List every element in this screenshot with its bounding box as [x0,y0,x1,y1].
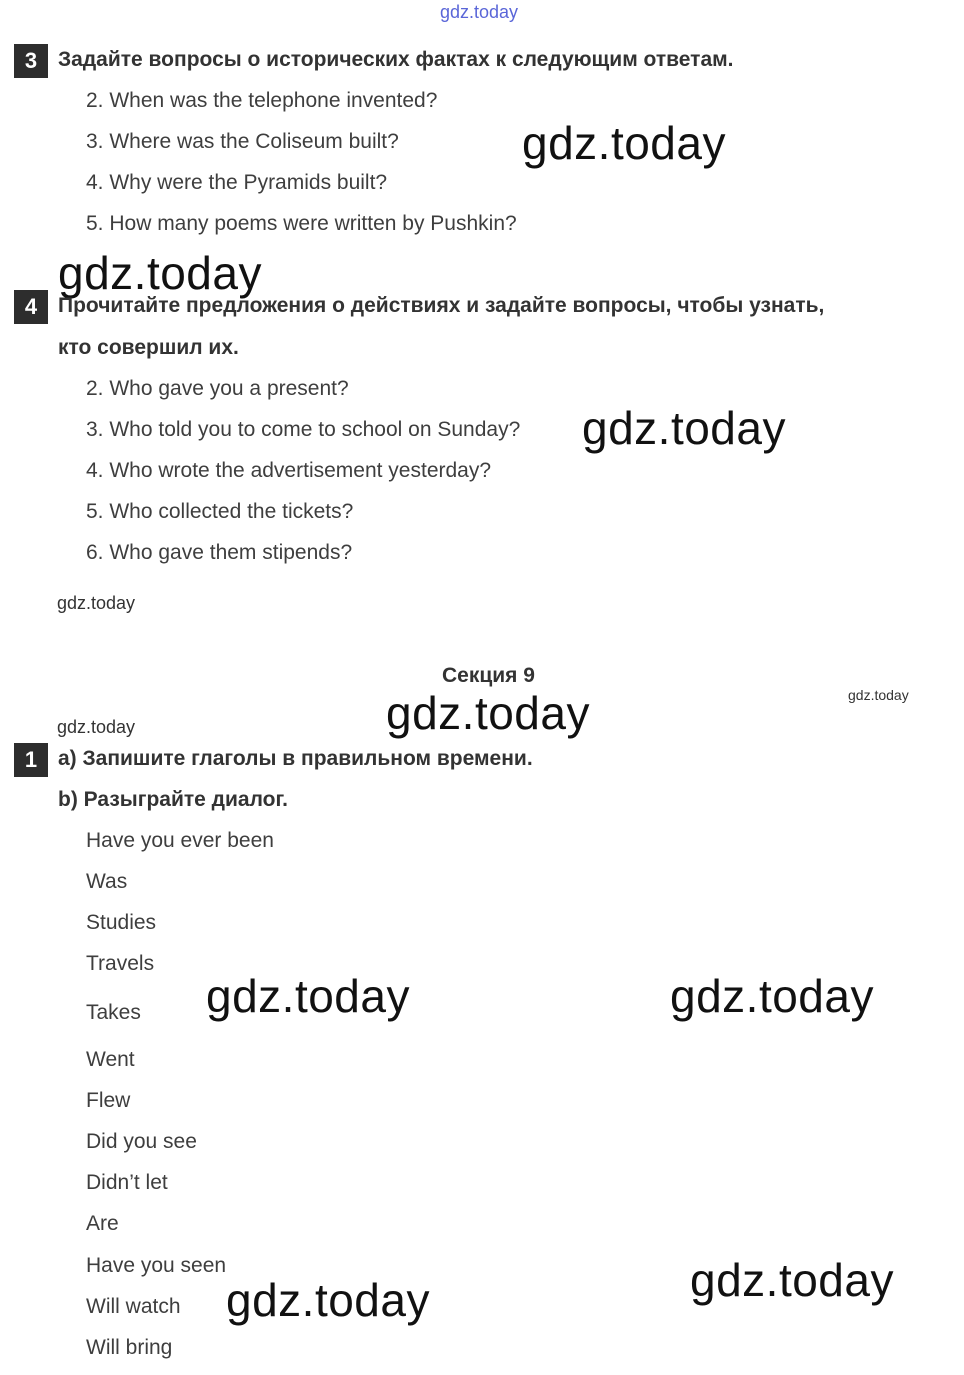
watermark: gdz.today [58,247,262,299]
watermark: gdz.today [206,970,410,1022]
watermark: gdz.today [690,1254,894,1306]
task-1-answer: Have you seen [86,1254,227,1277]
task-4-title-line2: кто совершил их. [58,336,239,359]
task-3-title: Задайте вопросы о исторических фактах к следующим ответам. [58,48,734,71]
task-3-number: 3 [14,44,48,78]
task-3-answer-4: 4. Why were the Pyramids built? [86,171,388,194]
task-1-answer: Did you see [86,1130,197,1153]
watermark-small: gdz.today [57,717,136,737]
task-4-answer-2: 2. Who gave you a present? [86,377,349,400]
task-1-answer: Was [86,870,128,893]
watermark: gdz.today [582,402,786,454]
task-1-answer: Will watch [86,1295,181,1318]
task-1-answer: Have you ever been [86,829,274,852]
task-1-title-b: b) Разыграйте диалог. [58,788,288,811]
section-title: Секция 9 [442,664,535,687]
task-1-answer: Are [86,1212,119,1235]
watermark-small: gdz.today [57,593,136,613]
task-1-title-a: a) Запишите глаголы в правильном времени. [58,747,533,770]
task-3-answer-3: 3. Where was the Coliseum built? [86,130,399,153]
task-4-answer-5: 5. Who collected the tickets? [86,500,354,523]
task-1-answer: Studies [86,911,157,934]
watermark: gdz.today [226,1274,430,1326]
watermark: gdz.today [386,687,590,739]
task-3-answer-2: 2. When was the telephone invented? [86,89,438,112]
task-4-answer-6: 6. Who gave them stipends? [86,541,353,564]
task-4-number: 4 [14,290,48,324]
watermark: gdz.today [522,117,726,169]
task-3-answer-5: 5. How many poems were written by Pushkin? [86,212,517,235]
task-1-answer: Takes [86,1001,141,1024]
watermark: gdz.today [670,970,874,1022]
task-1-answer: Will bring [86,1336,173,1359]
task-1-answer: Travels [86,952,155,975]
task-1-answer: Went [86,1048,135,1071]
task-4-title-line1: Прочитайте предложения о действиях и задайте вопросы, чтобы узнать, [58,294,825,317]
task-4-answer-3: 3. Who told you to come to school on Sunday? [86,418,521,441]
task-1-answer: Flew [86,1089,131,1112]
task-1-answer: Didn’t let [86,1171,168,1194]
task-4-answer-4: 4. Who wrote the advertisement yesterday? [86,459,492,482]
watermark-top: gdz.today [440,2,519,22]
task-1-number: 1 [14,743,48,777]
watermark-small: gdz.today [848,687,909,703]
